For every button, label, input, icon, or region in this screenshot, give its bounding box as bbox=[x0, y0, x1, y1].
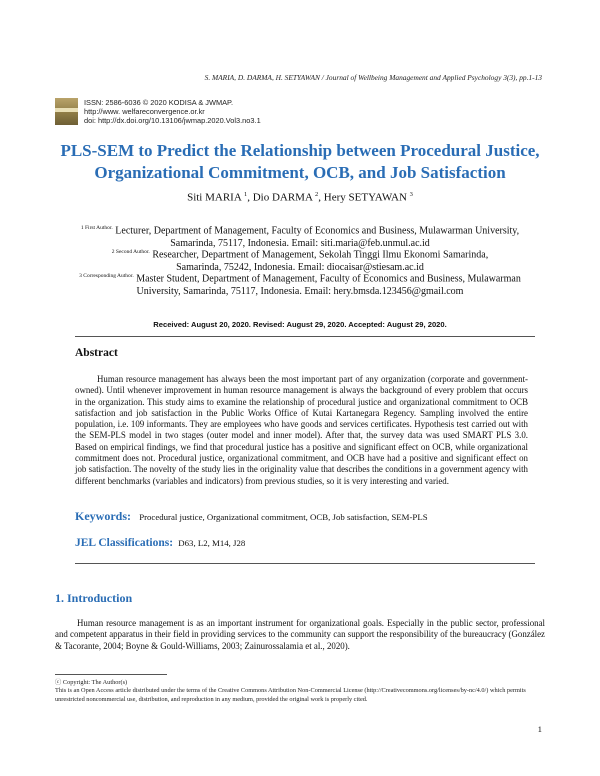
issn-line: ISSN: 2586-6036 © 2020 KODISA & JWMAP. bbox=[84, 98, 234, 107]
journal-logo-icon bbox=[55, 98, 78, 125]
introduction-text: Human resource management is as an important instrument for organizational goals. Especially in the public sector, professional and competent apparatus in their field in providing services to the community can support the responsibility of the bureaucracy (González & Tacorante, 2004; Boyne & Gould-Williams, 2003; Zainurossalamia et al., 2020). bbox=[55, 618, 545, 651]
jel-label: JEL Classifications: bbox=[75, 537, 174, 549]
abstract-heading: Abstract bbox=[75, 347, 118, 359]
affiliation-1: $^{1 First Author.}$ Lecturer, Department of Management, Faculty of Economics and Business, Mulawarman University, Samarinda, 75117, Indonesia. Email: siti.maria@feb.unmul.ac.id bbox=[80, 225, 520, 249]
abstract-top-rule bbox=[75, 336, 535, 337]
abstract-bottom-rule bbox=[75, 563, 535, 564]
jel-codes: D63, L2, M14, J28 bbox=[178, 538, 246, 548]
keywords-label: Keywords: bbox=[75, 509, 131, 523]
footnote bbox=[55, 679, 545, 704]
author-list: Siti MARIA $^1$, Dio DARMA $^2$, Hery SETYAWAN $^3$ bbox=[187, 191, 413, 204]
affiliation-3: $^{3 Corresponding Author.}$ Master Student, Department of Management, Faculty of Economics and Business, Mulawarman University, Samarinda, 75117, Indonesia. Email: hery.bmsda.123456@gmail.com bbox=[79, 273, 521, 297]
jel-classifications bbox=[75, 537, 245, 549]
abstract-text: Human resource management has always been the most important part of any organization (corporate and government-owned). Until whenever improvement in human resource management is always the background of every problem that occurs in the organization. This study aims to examine the relationship of procedural justice and organizational commitment to OCB satisfaction and job satisfaction in the Public Works Office of Kutai Kartanegara Regency. Sampling involved the entire population, i.e. 109 informants. They are employees who have goods and services certificates. Hypothesis test carried out with the SEM-PLS model in two stages (outer model and inner model). After that, the survey data was used SMART PLS 3.0. Based on empirical findings, we find that procedural justice has a positive and significant effect on OCB, while organizational commitment does not. Procedural justice, organizational commitment, and OCB have had a positive and significant effect on job satisfaction. The novelty of the study lies in the originality value that describes the conditions in a government agency with different benchmarks (variables and indicators) from previous studies, so it is very interesting and varied. bbox=[75, 374, 528, 486]
doi-link[interactable]: doi: http://dx.doi.org/10.13106/jwmap.2020.Vol3.no3.1 bbox=[84, 116, 261, 126]
author-sup: 1 bbox=[243, 191, 248, 198]
journal-url[interactable]: http://www. welfareconvergence.or.kr bbox=[84, 107, 205, 117]
section-heading: 1. Introduction bbox=[55, 591, 133, 605]
affiliation-2: $^{2 Second Author.}$ Researcher, Department of Management, Sekolah Tinggi Ilmu Ekonomi Samarinda, Samarinda, 75242, Indonesia. Email: diocaisar@stiesam.ac.id bbox=[111, 249, 489, 273]
paper-title: PLS-SEM to Predict the Relationship between Procedural Justice, Organizational Commitment, OCB, and Job Satisfaction bbox=[60, 141, 540, 182]
author-sup: 3 bbox=[409, 191, 413, 198]
author-name: Siti MARIA bbox=[187, 191, 242, 204]
running-head: S. MARIA, D. DARMA, H. SETYAWAN / Journal of Wellbeing Management and Applied Psychology 3(3), pp.1-13 bbox=[204, 73, 542, 82]
author-name: Dio DARMA bbox=[252, 191, 313, 204]
license-note: This is an Open Access article distributed under the terms of the Creative Commons Attribution Non-Commercial License (http://Creativecommons.org/licenses/by-nc/4.0/) which permits unrestricted noncommercial use, distribution, and reproduction in any medium, provided the original work is properly cited. bbox=[55, 687, 526, 703]
page-number: 1 bbox=[537, 724, 542, 734]
author-sup: 2 bbox=[315, 191, 319, 198]
author-name: Hery SETYAWAN bbox=[323, 191, 407, 204]
copyright-note: ⓒ Copyright: The Author(s) bbox=[55, 679, 128, 686]
footnote-rule bbox=[55, 674, 167, 675]
keywords bbox=[75, 509, 528, 524]
received-dates: Received: August 20, 2020. Revised: August 29, 2020. Accepted: August 29, 2020. bbox=[153, 320, 447, 329]
publication-info bbox=[84, 98, 261, 126]
keywords-text: Procedural justice, Organizational commitment, OCB, Job satisfaction, SEM-PLS bbox=[139, 512, 428, 522]
